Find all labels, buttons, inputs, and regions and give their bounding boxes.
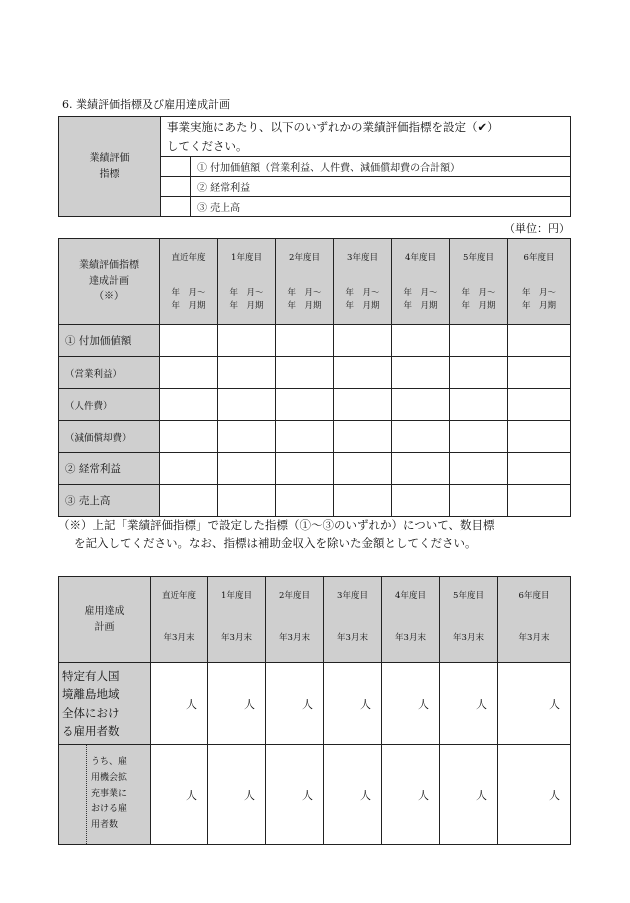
plan-value-cell[interactable] bbox=[160, 485, 218, 517]
plan-value-cell[interactable] bbox=[450, 485, 508, 517]
plan-value-cell[interactable] bbox=[276, 357, 334, 389]
period-cell: 年3月末 bbox=[266, 613, 324, 663]
plan-table bbox=[58, 238, 571, 517]
plan-value-cell[interactable] bbox=[276, 453, 334, 485]
plan-row-label: （減価償却費） bbox=[59, 421, 160, 453]
year-header: 3年度目 bbox=[324, 577, 382, 613]
plan-row-label: ① 付加価値額 bbox=[59, 325, 160, 357]
plan-value-cell[interactable] bbox=[334, 421, 392, 453]
option-checkbox-3[interactable] bbox=[161, 197, 191, 217]
employment-total-cell[interactable]: 人 bbox=[266, 663, 324, 745]
year-header: 直近年度 bbox=[160, 239, 218, 276]
plan-value-cell[interactable] bbox=[392, 357, 450, 389]
indicator-label: 業績評価 指標 bbox=[59, 117, 161, 217]
plan-value-cell[interactable] bbox=[218, 485, 276, 517]
plan-value-cell[interactable] bbox=[334, 485, 392, 517]
plan-value-cell[interactable] bbox=[450, 453, 508, 485]
plan-value-cell[interactable] bbox=[160, 421, 218, 453]
plan-value-cell[interactable] bbox=[392, 485, 450, 517]
year-header: 3年度目 bbox=[334, 239, 392, 276]
plan-value-cell[interactable] bbox=[160, 389, 218, 421]
plan-value-cell[interactable] bbox=[218, 421, 276, 453]
employment-sub-label: うち、雇 用機会拡 充事業に おける雇 用者数 bbox=[87, 745, 151, 845]
employment-total-cell[interactable]: 人 bbox=[208, 663, 266, 745]
employment-sub-cell[interactable]: 人 bbox=[151, 745, 208, 845]
period-cell: 年 月～ 年 月期 bbox=[508, 276, 571, 325]
plan-row-label: （営業利益） bbox=[59, 357, 160, 389]
option-checkbox-2[interactable] bbox=[161, 177, 191, 197]
plan-value-cell[interactable] bbox=[160, 453, 218, 485]
period-cell: 年3月末 bbox=[498, 613, 571, 663]
year-header: 5年度目 bbox=[440, 577, 498, 613]
employment-header: 雇用達成 計画 bbox=[59, 577, 151, 663]
period-cell: 年3月末 bbox=[324, 613, 382, 663]
plan-value-cell[interactable] bbox=[508, 389, 571, 421]
plan-value-cell[interactable] bbox=[450, 421, 508, 453]
plan-row bbox=[59, 421, 571, 453]
plan-value-cell[interactable] bbox=[392, 421, 450, 453]
employment-sub-cell[interactable]: 人 bbox=[440, 745, 498, 845]
employment-sub-cell[interactable]: 人 bbox=[208, 745, 266, 845]
employment-sub-cell[interactable]: 人 bbox=[324, 745, 382, 845]
year-header: 5年度目 bbox=[450, 239, 508, 276]
plan-value-cell[interactable] bbox=[218, 453, 276, 485]
year-header: 1年度目 bbox=[218, 239, 276, 276]
employment-total-label: 特定有人国 境離島地域 全体におけ る雇用者数 bbox=[59, 663, 151, 745]
employment-sub-cell[interactable]: 人 bbox=[382, 745, 440, 845]
year-header: 2年度目 bbox=[276, 239, 334, 276]
year-header: 6年度目 bbox=[508, 239, 571, 276]
plan-value-cell[interactable] bbox=[218, 389, 276, 421]
year-header: 2年度目 bbox=[266, 577, 324, 613]
option-checkbox-1[interactable] bbox=[161, 157, 191, 177]
period-cell: 年 月～ 年 月期 bbox=[276, 276, 334, 325]
period-cell: 年3月末 bbox=[208, 613, 266, 663]
plan-row bbox=[59, 389, 571, 421]
plan-value-cell[interactable] bbox=[508, 325, 571, 357]
plan-row bbox=[59, 357, 571, 389]
plan-value-cell[interactable] bbox=[160, 325, 218, 357]
option-1: ① 付加価値額（営業利益、人件費、減価償却費の合計額） bbox=[191, 157, 571, 177]
plan-value-cell[interactable] bbox=[334, 357, 392, 389]
plan-value-cell[interactable] bbox=[276, 485, 334, 517]
indent-cell bbox=[59, 745, 87, 845]
period-cell: 年 月～ 年 月期 bbox=[160, 276, 218, 325]
plan-row-label: ② 経常利益 bbox=[59, 453, 160, 485]
employment-total-cell[interactable]: 人 bbox=[382, 663, 440, 745]
plan-value-cell[interactable] bbox=[450, 325, 508, 357]
footnote: （※）上記「業績評価指標」で設定した指標（①～③のいずれか）について、数目標 を記入してください。なお、指標は補助金収入を除いた金額としてください。 bbox=[58, 518, 495, 551]
plan-value-cell[interactable] bbox=[392, 325, 450, 357]
employment-sub-cell[interactable]: 人 bbox=[498, 745, 571, 845]
year-header: 1年度目 bbox=[208, 577, 266, 613]
plan-row bbox=[59, 485, 571, 517]
plan-value-cell[interactable] bbox=[334, 325, 392, 357]
period-cell: 年3月末 bbox=[382, 613, 440, 663]
plan-value-cell[interactable] bbox=[508, 357, 571, 389]
plan-value-cell[interactable] bbox=[334, 389, 392, 421]
year-header: 6年度目 bbox=[498, 577, 571, 613]
employment-total-cell[interactable]: 人 bbox=[498, 663, 571, 745]
plan-value-cell[interactable] bbox=[392, 389, 450, 421]
period-cell: 年3月末 bbox=[151, 613, 208, 663]
plan-value-cell[interactable] bbox=[508, 485, 571, 517]
plan-value-cell[interactable] bbox=[218, 325, 276, 357]
plan-value-cell[interactable] bbox=[450, 357, 508, 389]
period-cell: 年 月～ 年 月期 bbox=[218, 276, 276, 325]
plan-value-cell[interactable] bbox=[392, 453, 450, 485]
plan-row-label: （人件費） bbox=[59, 389, 160, 421]
period-cell: 年 月～ 年 月期 bbox=[334, 276, 392, 325]
employment-total-cell[interactable]: 人 bbox=[440, 663, 498, 745]
plan-value-cell[interactable] bbox=[334, 453, 392, 485]
year-header: 4年度目 bbox=[382, 577, 440, 613]
plan-value-cell[interactable] bbox=[218, 357, 276, 389]
employment-total-cell[interactable]: 人 bbox=[324, 663, 382, 745]
option-2: ② 経常利益 bbox=[191, 177, 571, 197]
indicator-table bbox=[58, 116, 571, 217]
plan-row bbox=[59, 325, 571, 357]
employment-total-cell[interactable]: 人 bbox=[151, 663, 208, 745]
employment-sub-cell[interactable]: 人 bbox=[266, 745, 324, 845]
plan-value-cell[interactable] bbox=[160, 357, 218, 389]
employment-table bbox=[58, 576, 571, 845]
period-cell: 年 月～ 年 月期 bbox=[392, 276, 450, 325]
indicator-instruction: 事業実施にあたり、以下のいずれかの業績評価指標を設定（✔） してください。 bbox=[161, 117, 571, 157]
section-title: 6. 業績評価指標及び雇用達成計画 bbox=[62, 98, 230, 111]
plan-row bbox=[59, 453, 571, 485]
period-cell: 年3月末 bbox=[440, 613, 498, 663]
option-3: ③ 売上高 bbox=[191, 197, 571, 217]
plan-value-cell[interactable] bbox=[508, 421, 571, 453]
plan-value-cell[interactable] bbox=[450, 389, 508, 421]
plan-value-cell[interactable] bbox=[276, 389, 334, 421]
unit-note: （単位：円） bbox=[504, 222, 570, 235]
year-header: 直近年度 bbox=[151, 577, 208, 613]
plan-header: 業績評価指標 達成計画 （※） bbox=[59, 239, 160, 325]
plan-value-cell[interactable] bbox=[276, 421, 334, 453]
period-cell: 年 月～ 年 月期 bbox=[450, 276, 508, 325]
plan-value-cell[interactable] bbox=[276, 325, 334, 357]
plan-value-cell[interactable] bbox=[508, 453, 571, 485]
year-header: 4年度目 bbox=[392, 239, 450, 276]
plan-row-label: ③ 売上高 bbox=[59, 485, 160, 517]
